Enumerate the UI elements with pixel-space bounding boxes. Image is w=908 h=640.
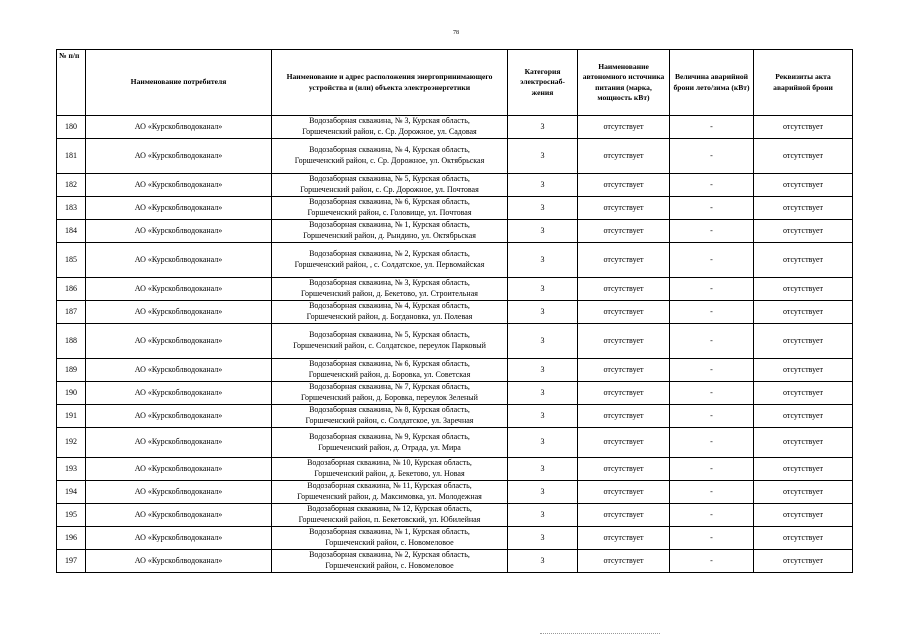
cell-source: отсутствует [578,428,670,458]
cell-object [272,359,508,382]
cell-consumer: АО «Курскоблводоканал» [86,139,272,174]
object-line-1: Водозаборная скважина, № 2, Курская область, [309,249,470,259]
cell-requisites: отсутствует [754,220,853,243]
header-consumer: Наименование потребителя [86,50,272,116]
cell-reserve: - [670,481,754,504]
cell-requisites: отсутствует [754,405,853,428]
cell-requisites: отсутствует [754,243,853,278]
cell-reserve: - [670,243,754,278]
cell-num: 196 [57,527,86,550]
cell-object [272,301,508,324]
object-line-1: Водозаборная скважина, № 12, Курская область, [307,504,472,514]
cell-requisites: отсутствует [754,481,853,504]
cell-consumer: АО «Курскоблводоканал» [86,504,272,527]
object-line-2: Горшеченский район, д. Максимовка, ул. Молодежная [297,492,482,501]
table-row [57,220,853,243]
table-row [57,382,853,405]
cell-reserve: - [670,301,754,324]
table-row [57,527,853,550]
cell-requisites: отсутствует [754,197,853,220]
cell-category: 3 [508,527,578,550]
cell-category: 3 [508,278,578,301]
cell-reserve: - [670,324,754,359]
cell-num: 181 [57,139,86,174]
cell-reserve: - [670,527,754,550]
object-line-2: Горшеченский район, с. Ср. Дорожное, ул. Октябрьская [294,156,485,165]
cell-num: 182 [57,174,86,197]
cell-category: 3 [508,428,578,458]
object-line-1: Водозаборная скважина, № 4, Курская область, [309,301,470,311]
cell-object [272,220,508,243]
table-row [57,278,853,301]
cell-reserve: - [670,382,754,405]
cell-requisites: отсутствует [754,382,853,405]
object-line-2: Горшеченский район, д. Бекетово, ул. Новая [314,469,465,478]
cell-category: 3 [508,174,578,197]
object-line-1: Водозаборная скважина, № 6, Курская область, [309,359,470,369]
header-reserve: Величина аварийной брони лето/зима (кВт) [670,50,754,116]
object-line-2: Горшеченский район, с. Ср. Дорожное, ул. Почтовая [300,185,479,194]
cell-requisites: отсутствует [754,359,853,382]
cell-consumer: АО «Курскоблводоканал» [86,428,272,458]
object-line-2: Горшеченский район, , с. Солдатское, ул. Первомайская [294,260,485,269]
table-row [57,139,853,174]
cell-num: 189 [57,359,86,382]
cell-reserve: - [670,116,754,139]
object-line-2: Горшеченский район, д. Боровка, переулок Зеленый [301,393,478,402]
reserve-table [56,49,853,573]
object-line-1: Водозаборная скважина, № 9, Курская область, [309,431,470,441]
cell-category: 3 [508,550,578,573]
object-line-2: Горшеченский район, д. Бекетово, ул. Строительная [301,289,478,298]
object-line-1: Водозаборная скважина, № 5, Курская область, [309,174,470,184]
cell-source: отсутствует [578,481,670,504]
cell-object [272,116,508,139]
header-source: Наименование автономного источника питания (марка, мощность кВт) [578,50,670,116]
cell-reserve: - [670,428,754,458]
cell-category: 3 [508,382,578,405]
cell-source: отсутствует [578,220,670,243]
cell-reserve: - [670,550,754,573]
cell-consumer: АО «Курскоблводоканал» [86,550,272,573]
cell-consumer: АО «Курскоблводоканал» [86,324,272,359]
cell-requisites: отсутствует [754,278,853,301]
object-line-2: Горшеченский район, с. Ср. Дорожное, ул. Садовая [302,127,477,136]
cell-object [272,458,508,481]
cell-reserve: - [670,220,754,243]
cell-num: 192 [57,428,86,458]
cell-object [272,174,508,197]
table-row [57,405,853,428]
cell-requisites: отсутствует [754,139,853,174]
cell-num: 186 [57,278,86,301]
object-line-1: Водозаборная скважина, № 10, Курская область, [307,458,472,468]
cell-source: отсутствует [578,278,670,301]
object-line-2: Горшеченский район, д. Боровка, ул. Советская [308,370,471,379]
cell-consumer: АО «Курскоблводоканал» [86,116,272,139]
table-row [57,324,853,359]
cell-num: 195 [57,504,86,527]
cell-object [272,504,508,527]
cell-object [272,382,508,405]
cell-num: 184 [57,220,86,243]
cell-consumer: АО «Курскоблводоканал» [86,243,272,278]
cell-category: 3 [508,301,578,324]
table-row [57,458,853,481]
cell-source: отсутствует [578,324,670,359]
cell-requisites: отсутствует [754,116,853,139]
cell-requisites: отсутствует [754,301,853,324]
cell-object [272,527,508,550]
object-line-1: Водозаборная скважина, № 11, Курская область, [307,481,472,491]
cell-category: 3 [508,243,578,278]
cell-requisites: отсутствует [754,324,853,359]
object-line-1: Водозаборная скважина, № 4, Курская область, [309,145,470,155]
cell-source: отсутствует [578,301,670,324]
table-body [57,116,853,573]
cell-category: 3 [508,197,578,220]
table-row [57,481,853,504]
object-line-1: Водозаборная скважина, № 3, Курская область, [309,116,470,126]
cell-num: 190 [57,382,86,405]
cell-source: отсутствует [578,116,670,139]
cell-requisites: отсутствует [754,504,853,527]
cell-requisites: отсутствует [754,458,853,481]
cell-source: отсутствует [578,359,670,382]
cell-object [272,324,508,359]
object-line-1: Водозаборная скважина, № 3, Курская область, [309,278,470,288]
object-line-1: Водозаборная скважина, № 8, Курская область, [309,405,470,415]
cell-num: 193 [57,458,86,481]
object-line-2: Горшеченский район, с. Солдатское, переулок Парковый [293,341,486,350]
cell-reserve: - [670,359,754,382]
cell-num: 185 [57,243,86,278]
cell-source: отсутствует [578,527,670,550]
cell-consumer: АО «Курскоблводоканал» [86,481,272,504]
object-line-1: Водозаборная скважина, № 5, Курская область, [309,330,470,340]
cell-num: 194 [57,481,86,504]
table-row [57,550,853,573]
cell-consumer: АО «Курскоблводоканал» [86,174,272,197]
object-line-2: Горшеченский район, с. Новомеловое [325,538,454,547]
cell-source: отсутствует [578,197,670,220]
cell-num: 180 [57,116,86,139]
cell-consumer: АО «Курскоблводоканал» [86,382,272,405]
cell-object [272,243,508,278]
cell-category: 3 [508,116,578,139]
header-object: Наименование и адрес расположения энергопринимающего устройства и (или) объекта электроэнергетики [272,50,508,116]
object-line-2: Горшеченский район, п. Бекетовский, ул. Юбилейная [298,515,481,524]
object-line-1: Водозаборная скважина, № 7, Курская область, [309,382,470,392]
cell-requisites: отсутствует [754,174,853,197]
object-line-1: Водозаборная скважина, № 6, Курская область, [309,197,470,207]
header-category: Категория электроснаб-жения [508,50,578,116]
cell-consumer: АО «Курскоблводоканал» [86,405,272,428]
cell-reserve: - [670,174,754,197]
table-row [57,428,853,458]
object-line-2: Горшеченский район, с. Новомеловое [325,561,454,570]
cell-category: 3 [508,324,578,359]
cell-num: 191 [57,405,86,428]
cell-object [272,550,508,573]
cell-reserve: - [670,278,754,301]
cell-num: 187 [57,301,86,324]
cell-object [272,428,508,458]
cell-category: 3 [508,504,578,527]
table-row [57,301,853,324]
cell-reserve: - [670,458,754,481]
table-row [57,116,853,139]
cell-consumer: АО «Курскоблводоканал» [86,301,272,324]
cell-source: отсутствует [578,174,670,197]
cell-category: 3 [508,458,578,481]
cell-requisites: отсутствует [754,550,853,573]
cell-object [272,197,508,220]
cell-num: 197 [57,550,86,573]
object-line-2: Горшеченский район, д. Рындино, ул. Октябрьская [303,231,476,240]
cell-num: 183 [57,197,86,220]
cell-reserve: - [670,139,754,174]
cell-category: 3 [508,481,578,504]
cell-consumer: АО «Курскоблводоканал» [86,278,272,301]
cell-consumer: АО «Курскоблводоканал» [86,197,272,220]
cell-object [272,278,508,301]
page-number: 78 [453,30,459,36]
cell-object [272,139,508,174]
cell-category: 3 [508,220,578,243]
cell-source: отсутствует [578,382,670,405]
object-line-2: Горшеченский район, с. Головище, ул. Почтовая [307,208,472,217]
cell-source: отсутствует [578,550,670,573]
cell-source: отсутствует [578,405,670,428]
header-requisites: Реквизиты акта аварийной брони [754,50,853,116]
table-row [57,243,853,278]
cell-consumer: АО «Курскоблводоканал» [86,359,272,382]
cell-consumer: АО «Курскоблводоканал» [86,458,272,481]
cell-consumer: АО «Курскоблводоканал» [86,527,272,550]
cell-source: отсутствует [578,504,670,527]
cell-source: отсутствует [578,243,670,278]
table-row [57,359,853,382]
cell-requisites: отсутствует [754,527,853,550]
page-edge-mark [540,633,660,636]
cell-consumer: АО «Курскоблводоканал» [86,220,272,243]
object-line-2: Горшеченский район, д. Отрада, ул. Мира [318,442,461,452]
cell-object [272,405,508,428]
object-line-1: Водозаборная скважина, № 1, Курская область, [309,527,470,537]
table-header-row [57,50,853,116]
cell-requisites: отсутствует [754,428,853,458]
object-line-2: Горшеченский район, с. Солдатское, ул. Заречная [305,416,474,425]
table-row [57,174,853,197]
table-row [57,197,853,220]
cell-reserve: - [670,405,754,428]
cell-category: 3 [508,139,578,174]
object-line-1: Водозаборная скважина, № 1, Курская область, [309,220,470,230]
cell-reserve: - [670,504,754,527]
object-line-2: Горшеченский район, д. Богдановка, ул. Полевая [306,312,473,321]
cell-category: 3 [508,405,578,428]
cell-category: 3 [508,359,578,382]
cell-source: отсутствует [578,458,670,481]
table-row [57,504,853,527]
header-num: № п/п [57,50,86,116]
cell-num: 188 [57,324,86,359]
cell-object [272,481,508,504]
cell-source: отсутствует [578,139,670,174]
object-line-1: Водозаборная скважина, № 2, Курская область, [309,550,470,560]
cell-reserve: - [670,197,754,220]
